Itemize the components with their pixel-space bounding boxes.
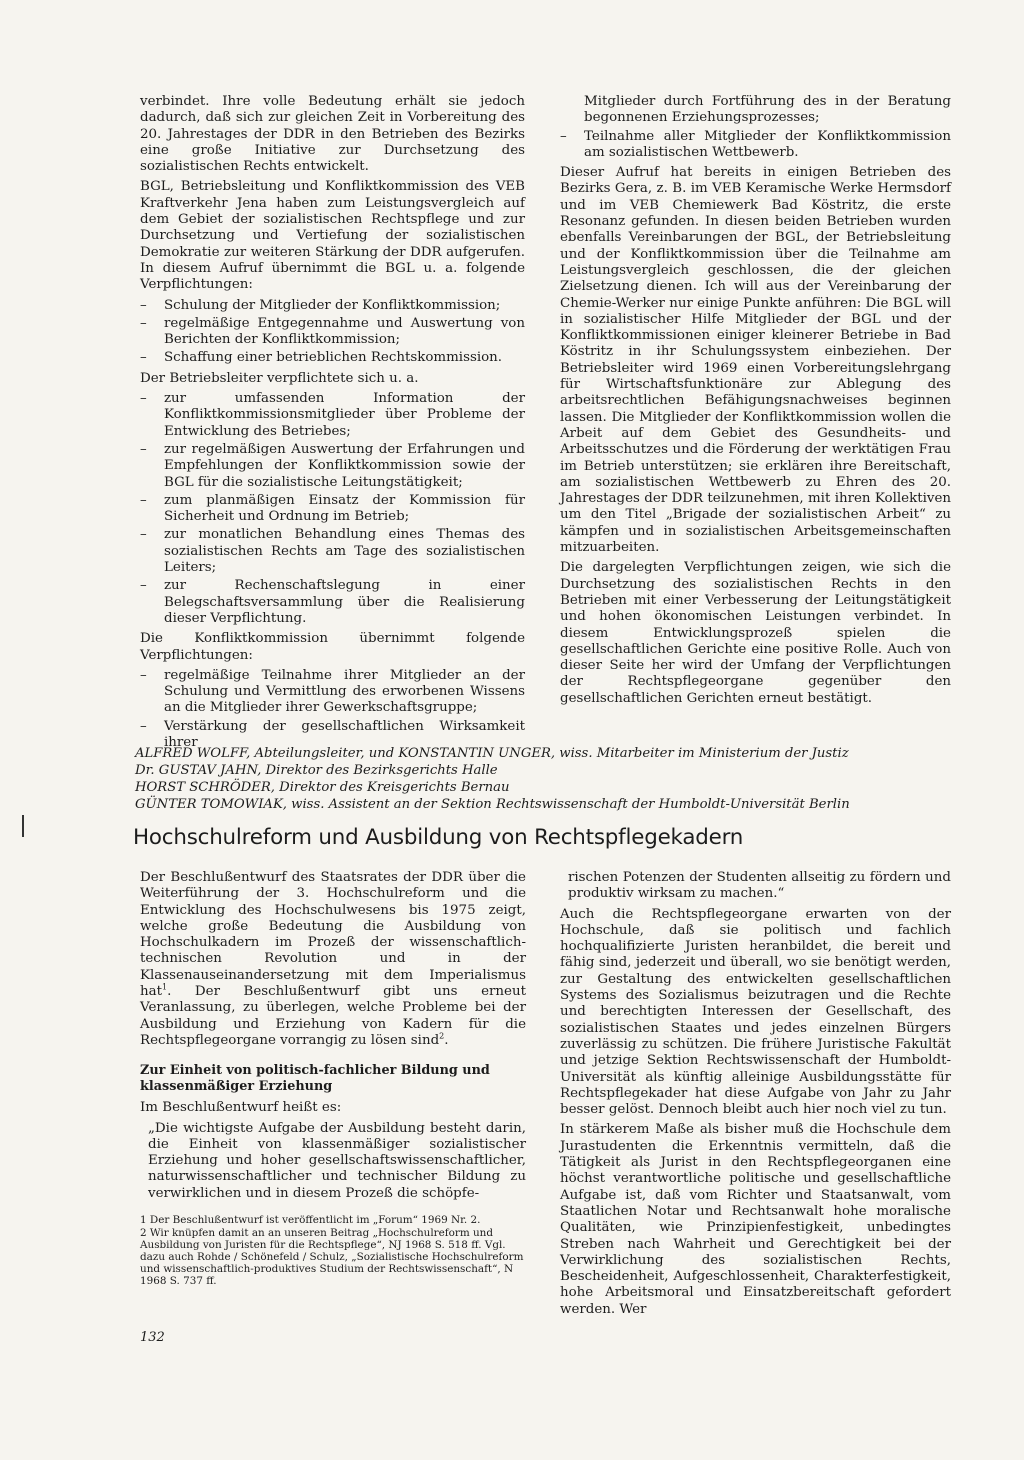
footnotes xyxy=(140,1214,526,1287)
author-line: Dr. GUSTAV JAHN, Direktor des Bezirksgerichts Halle xyxy=(135,763,498,778)
leiter-obligations-list xyxy=(140,391,525,627)
bgl-obligations-list xyxy=(140,298,525,367)
margin-mark xyxy=(22,815,24,837)
paragraph: verbindet. Ihre volle Bedeutung erhält sie jedoch dadurch, daß sich zur gleichen Zeit in Vorbereitung des 20. Jahrestages der DDR in den Betrieben des Bezirks eine große Initiative zur Durchsetzung des sozialistischen Rechts entwickelt. xyxy=(140,94,525,175)
quotation-end: rischen Potenzen der Studenten allseitig zu fördern und produktiv wirksam zu machen.“ xyxy=(568,870,951,902)
paragraph: BGL, Betriebsleitung und Konfliktkommission des VEB Kraftverkehr Jena haben zum Leistungsvergleich auf dem Gebiet der sozialistischen Rechtspflege und zur Durchsetzung und Vertiefung der sozialistischen Demokratie zur weiteren Stärkung der DDR aufgerufen. In diesem Aufruf übernimmt die BGL u. a. folgende Verpflichtungen: xyxy=(140,179,525,293)
paragraph: Die dargelegten Verpflichtungen zeigen, wie sich die Durchsetzung des sozialistischen Rechts in den Betrieben mit einer Verbesserung der Leitungstätigkeit und hohen ökonomischen Leistungen verbindet. In diesem Entwicklungsprozeß spielen die gesellschaftlichen Gerichte eine positive Rolle. Auch von dieser Seite her wird der Umfang der Verpflichtungen der Rechtspflegeorgane gegenüber den gesellschaftlichen Gerichten erneut bestätigt. xyxy=(560,560,951,706)
paragraph: Die Konfliktkommission übernimmt folgende Verpflichtungen: xyxy=(140,631,525,663)
section-subheading: Zur Einheit von politisch-fachlicher Bildung und klassenmäßiger Erziehung xyxy=(140,1063,490,1094)
text-run: . Der Beschlußentwurf gibt uns erneut Veranlassung, zu überlegen, welche Probleme bei der Ausbildung und Erziehung von Kadern für die Rechtspflegeorgane vorrangig zu lösen sind xyxy=(140,984,526,1048)
paragraph xyxy=(140,870,526,1049)
author-line: GÜNTER TOMOWIAK, wiss. Assistent an der Sektion Rechtswissenschaft der Humboldt-Universität Berlin xyxy=(135,797,850,812)
author-line: ALFRED WOLFF, Abteilungsleiter, und KONSTANTIN UNGER, wiss. Mitarbeiter im Ministerium der Justiz xyxy=(135,746,849,761)
paragraph: Der Betriebsleiter verpflichtete sich u. a. xyxy=(140,370,419,386)
footnote-ref: 1 xyxy=(162,982,168,992)
paragraph: Dieser Aufruf hat bereits in einigen Betrieben des Bezirks Gera, z. B. im VEB Keramische Werke Hermsdorf und im VEB Chemiewerk Bad Köstritz, die erste Resonanz gefunden. In diesen beiden Betrieben wurden ebenfalls Vereinbarungen der BGL, der Betriebsleitung und der Konfliktkommission über die Teilnahme am Leistungsvergleich geschlossen, die der gleichen Zielsetzung dienen. Ich will aus der Vereinbarung der Chemie-Werker nur einige Punkte anführen: Die BGL will in sozialistischer Hilfe Mitglieder der BGL und der Konfliktkommissionen einiger kleinerer Betriebe in Bad Köstritz in ihr Schulungssystem einbeziehen. Der Betriebsleiter wird 1969 einen Vorbereitungslehrgang für Wirtschaftsfunktionäre zur Ablegung des arbeitsrechtlichen Befähigungsnachweises beginnen lassen. Die Mitglieder der Konfliktkommission wollen die Arbeit auf dem Gebiet des Gesundheits- und Arbeitsschutzes und die Förderung der werktätigen Frau im Betrieb unterstützen; sie erklären ihre Bereitschaft, am sozialistischen Wettbewerb zu Ehren des 20. Jahrestages der DDR teilzunehmen, mit ihren Kollektiven um den Titel „Brigade der sozialistischen Arbeit“ zu kämpfen und in sozialistischen Arbeitsgemeinschaften mitzuarbeiten. xyxy=(560,165,951,556)
bottom-left-column xyxy=(140,870,526,1288)
list-item: – regelmäßige Teilnahme ihrer Mitglieder an der Schulung und Vermittlung des erworbenen Wissens an die Mitglieder ihrer Gewerkschaftsgruppe; xyxy=(140,668,525,717)
article-headline: Hochschulreform und Ausbildung von Rechtspflegekadern xyxy=(133,825,744,850)
bottom-right-column xyxy=(560,870,951,1322)
top-right-column xyxy=(560,94,951,711)
paragraph: Im Beschlußentwurf heißt es: xyxy=(140,1100,342,1116)
author-line: HORST SCHRÖDER, Direktor des Kreisgerichts Bernau xyxy=(135,780,510,795)
top-left-column xyxy=(140,94,525,755)
text-run: Der Beschlußentwurf des Staatsrates der DDR über die Weiterführung der 3. Hochschulreform und die Entwicklung des Hochschulwesens bis 1975 zeigt, welche große Bedeutung die Ausbildung von Hochschulkadern im Prozeß der wissenschaftlich-technischen Revolution und in der Klassenauseinandersetzung mit dem Imperialismus hat xyxy=(140,870,526,1000)
list-item: – zur regelmäßigen Auswertung der Erfahrungen und Empfehlungen der Konfliktkommission sowie der BGL für die sozialistische Leitungstätigkeit; xyxy=(140,442,525,491)
quotation: „Die wichtigste Aufgabe der Ausbildung besteht darin, die Einheit von klassenmäßiger sozialistischer Erziehung und hoher gesellschaftswissenschaftlicher, naturwissenschaftlicher und technischer Bildung zu verwirklichen und in diesem Prozeß die schöpfe- xyxy=(148,1120,526,1201)
list-item: – zur umfassenden Information der Konfliktkommissionsmitglieder über Probleme der Entwicklung des Betriebes; xyxy=(140,391,525,440)
list-item: – Verstärkung der gesellschaftlichen Wirksamkeit ihrer xyxy=(140,719,525,752)
author-block xyxy=(135,745,955,813)
list-item: Mitglieder durch Fortführung des in der Beratung begonnenen Erziehungsprozesses; xyxy=(584,94,951,126)
footnote-ref: 2 xyxy=(439,1031,445,1041)
kk-obligations-list xyxy=(140,668,525,751)
list-item: – regelmäßige Entgegennahme und Auswertung von Berichten der Konfliktkommission; xyxy=(140,316,525,349)
list-item: – zur Rechenschaftslegung in einer Belegschaftsversammlung über die Realisierung dieser Verpflichtung. xyxy=(140,578,525,627)
paragraph: In stärkerem Maße als bisher muß die Hochschule dem Jurastudenten die Erkenntnis vermitteln, daß die Tätigkeit als Jurist in den Rechtspflegeorganen eine höchst verantwortliche politische und gesellschaftliche Aufgabe ist, daß vom Richter und Staatsanwalt, vom Staatlichen Notar und Rechtsanwalt hohe moralische Qualitäten, wie Prinzipienfestigkeit, unbedingtes Streben nach Wahrheit und Gerechtigkeit bei der Verwirklichung des sozialistischen Rechts, Bescheidenheit, Aufgeschlossenheit, Charakterfestigkeit, hohe Arbeitsmoral und Einsatzbereitschaft gefordert werden. Wer xyxy=(560,1122,951,1317)
footnote: 1 Der Beschlußentwurf ist veröffentlicht im „Forum“ 1969 Nr. 2. xyxy=(140,1214,481,1227)
kk-obligations-list-continued xyxy=(560,94,951,161)
page-number: 132 xyxy=(140,1330,165,1345)
footnote: 2 Wir knüpfen damit an an unseren Beitrag „Hochschulreform und Ausbildung von Juristen für die Rechtspflege“, NJ 1968 S. 518 ff. Vgl. dazu auch Rohde / Schönefeld / Schulz, „Sozialistische Hochschulreform und wissenschaftlich-produktives Studium der Rechtswissenschaft“, N 1968 S. 737 ff. xyxy=(140,1227,524,1288)
list-item: – zur monatlichen Behandlung eines Themas des sozialistischen Rechts am Tage des sozialistischen Leiters; xyxy=(140,527,525,576)
list-item: – Schaffung einer betrieblichen Rechtskommission. xyxy=(140,350,525,366)
list-item: – zum planmäßigen Einsatz der Kommission für Sicherheit und Ordnung im Betrieb; xyxy=(140,493,525,526)
list-item: – Teilnahme aller Mitglieder der Konfliktkommission am sozialistischen Wettbewerb. xyxy=(560,129,951,162)
paragraph: Auch die Rechtspflegeorgane erwarten von der Hochschule, daß sie politisch und fachlich hochqualifizierte Juristen heranbildet, die bereit und fähig sind, jederzeit und überall, wo sie benötigt werden, zur Gestaltung des entwickelten gesellschaftlichen Systems des Sozialismus beizutragen und die Rechte und berechtigten Interessen der Gesellschaft, des sozialistischen Staates und jedes einzelnen Bürgers zuverlässig zu schützen. Die frühere Juristische Fakultät und jetzige Sektion Rechtswissenschaft der Humboldt-Universität als künftig alleinige Ausbildungsstätte für Rechtspflegekader hat diese Aufgabe von Jahr zu Jahr besser gelöst. Dennoch bleibt auch hier noch viel zu tun. xyxy=(560,906,951,1118)
list-item: – Schulung der Mitglieder der Konfliktkommission; xyxy=(140,298,525,314)
text-run: . xyxy=(444,1032,449,1048)
